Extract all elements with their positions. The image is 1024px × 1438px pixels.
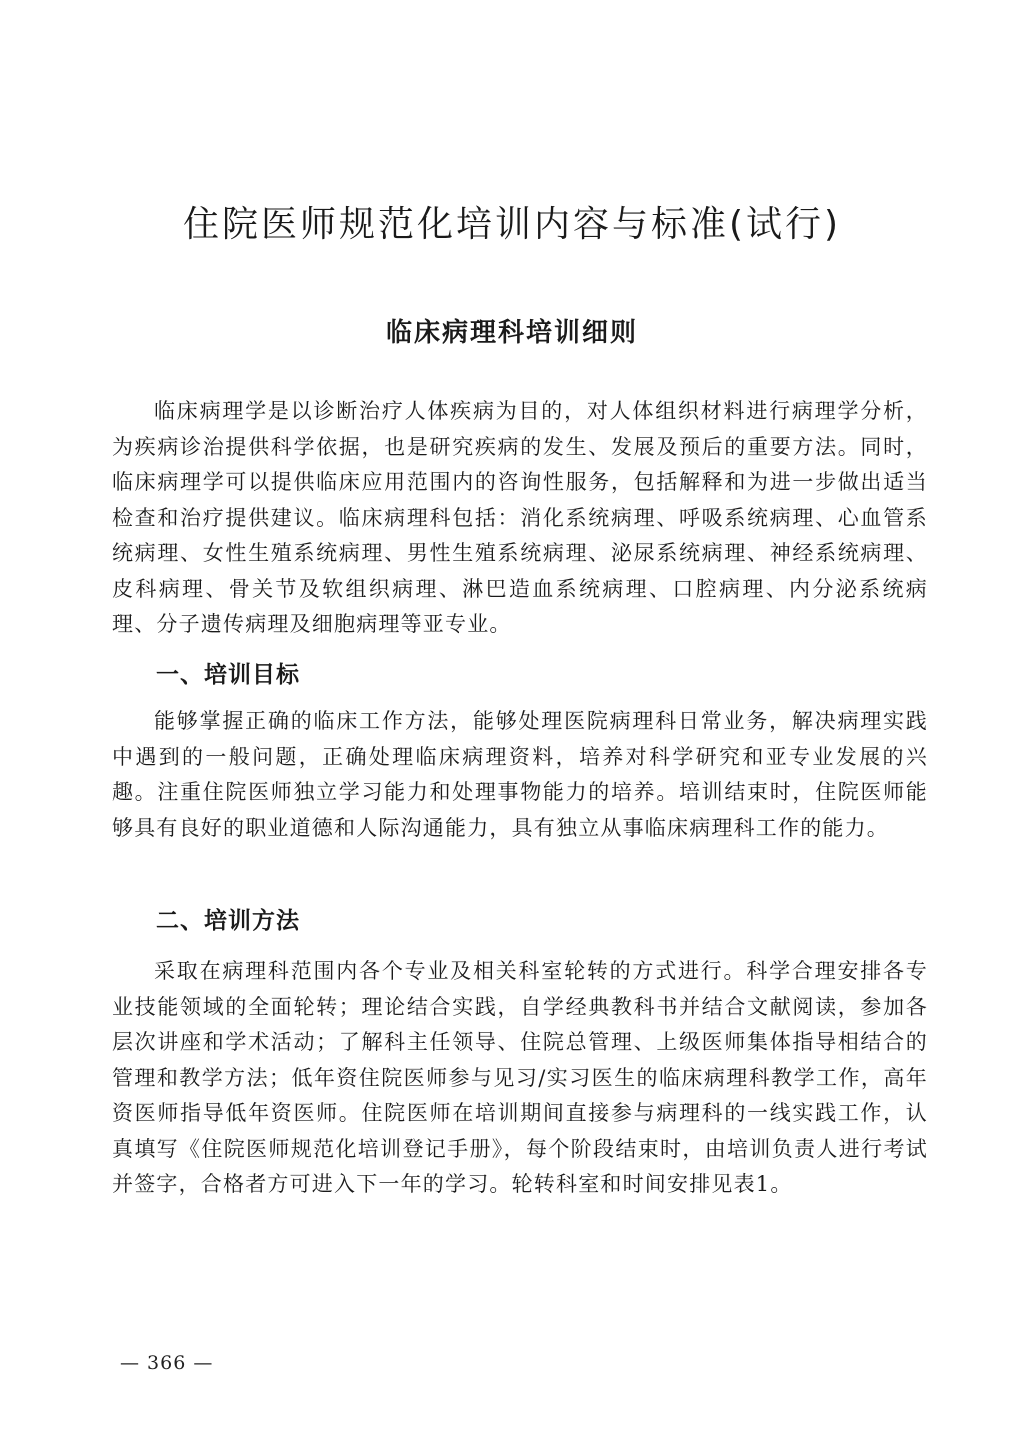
intro-paragraph: 临床病理学是以诊断治疗人体疾病为目的，对人体组织材料进行病理学分析，为疾病诊治提供科学依据，也是研究疾病的发生、发展及预后的重要方法。同时，临床病理学可以提供临床应用范围内的咨询性服务，包括解释和为进一步做出适当检查和治疗提供建议。临床病理科包括：消化系统病理、呼吸系统病理、心血管系统病理、女性生殖系统病理、男性生殖系统病理、泌尿系统病理、神经系统病理、皮科病理、骨关节及软组织病理、淋巴造血系统病理、口腔病理、内分泌系统病理、分子遗传病理及细胞病理等亚专业。 (112, 399, 928, 636)
document-subtitle: 临床病理科培训细则 (385, 318, 638, 348)
section-heading-training-methods: 二、培训方法 (156, 908, 300, 934)
section-body-training-methods: 采取在病理科范围内各个专业及相关科室轮转的方式进行。科学合理安排各专业技能领域的全面轮转；理论结合实践，自学经典教科书并结合文献阅读，参加各层次讲座和学术活动；了解科主任领导、住院总管理、上级医师集体指导相结合的管理和教学方法；低年资住院医师参与见习/实习医生的临床病理科教学工作，高年资医师指导低年资医师。住院医师在培训期间直接参与病理科的一线实践工作，认真填写《住院医师规范化培训登记手册》，每个阶段结束时，由培训负责人进行考试并签字，合格者方可进入下一年的学习。轮转科室和时间安排见表1。 (112, 959, 928, 1196)
document-title: 住院医师规范化培训内容与标准(试行) (182, 204, 842, 245)
section-body-training-goals: 能够掌握正确的临床工作方法，能够处理医院病理科日常业务，解决病理实践中遇到的一般问题，正确处理临床病理资料，培养对科学研究和亚专业发展的兴趣。注重住院医师独立学习能力和处理事物能力的培养。培训结束时，住院医师能够具有良好的职业道德和人际沟通能力，具有独立从事临床病理科工作的能力。 (112, 709, 928, 840)
page-number: — 366 — (120, 1352, 214, 1374)
section-heading-training-goals: 一、培训目标 (156, 662, 300, 688)
